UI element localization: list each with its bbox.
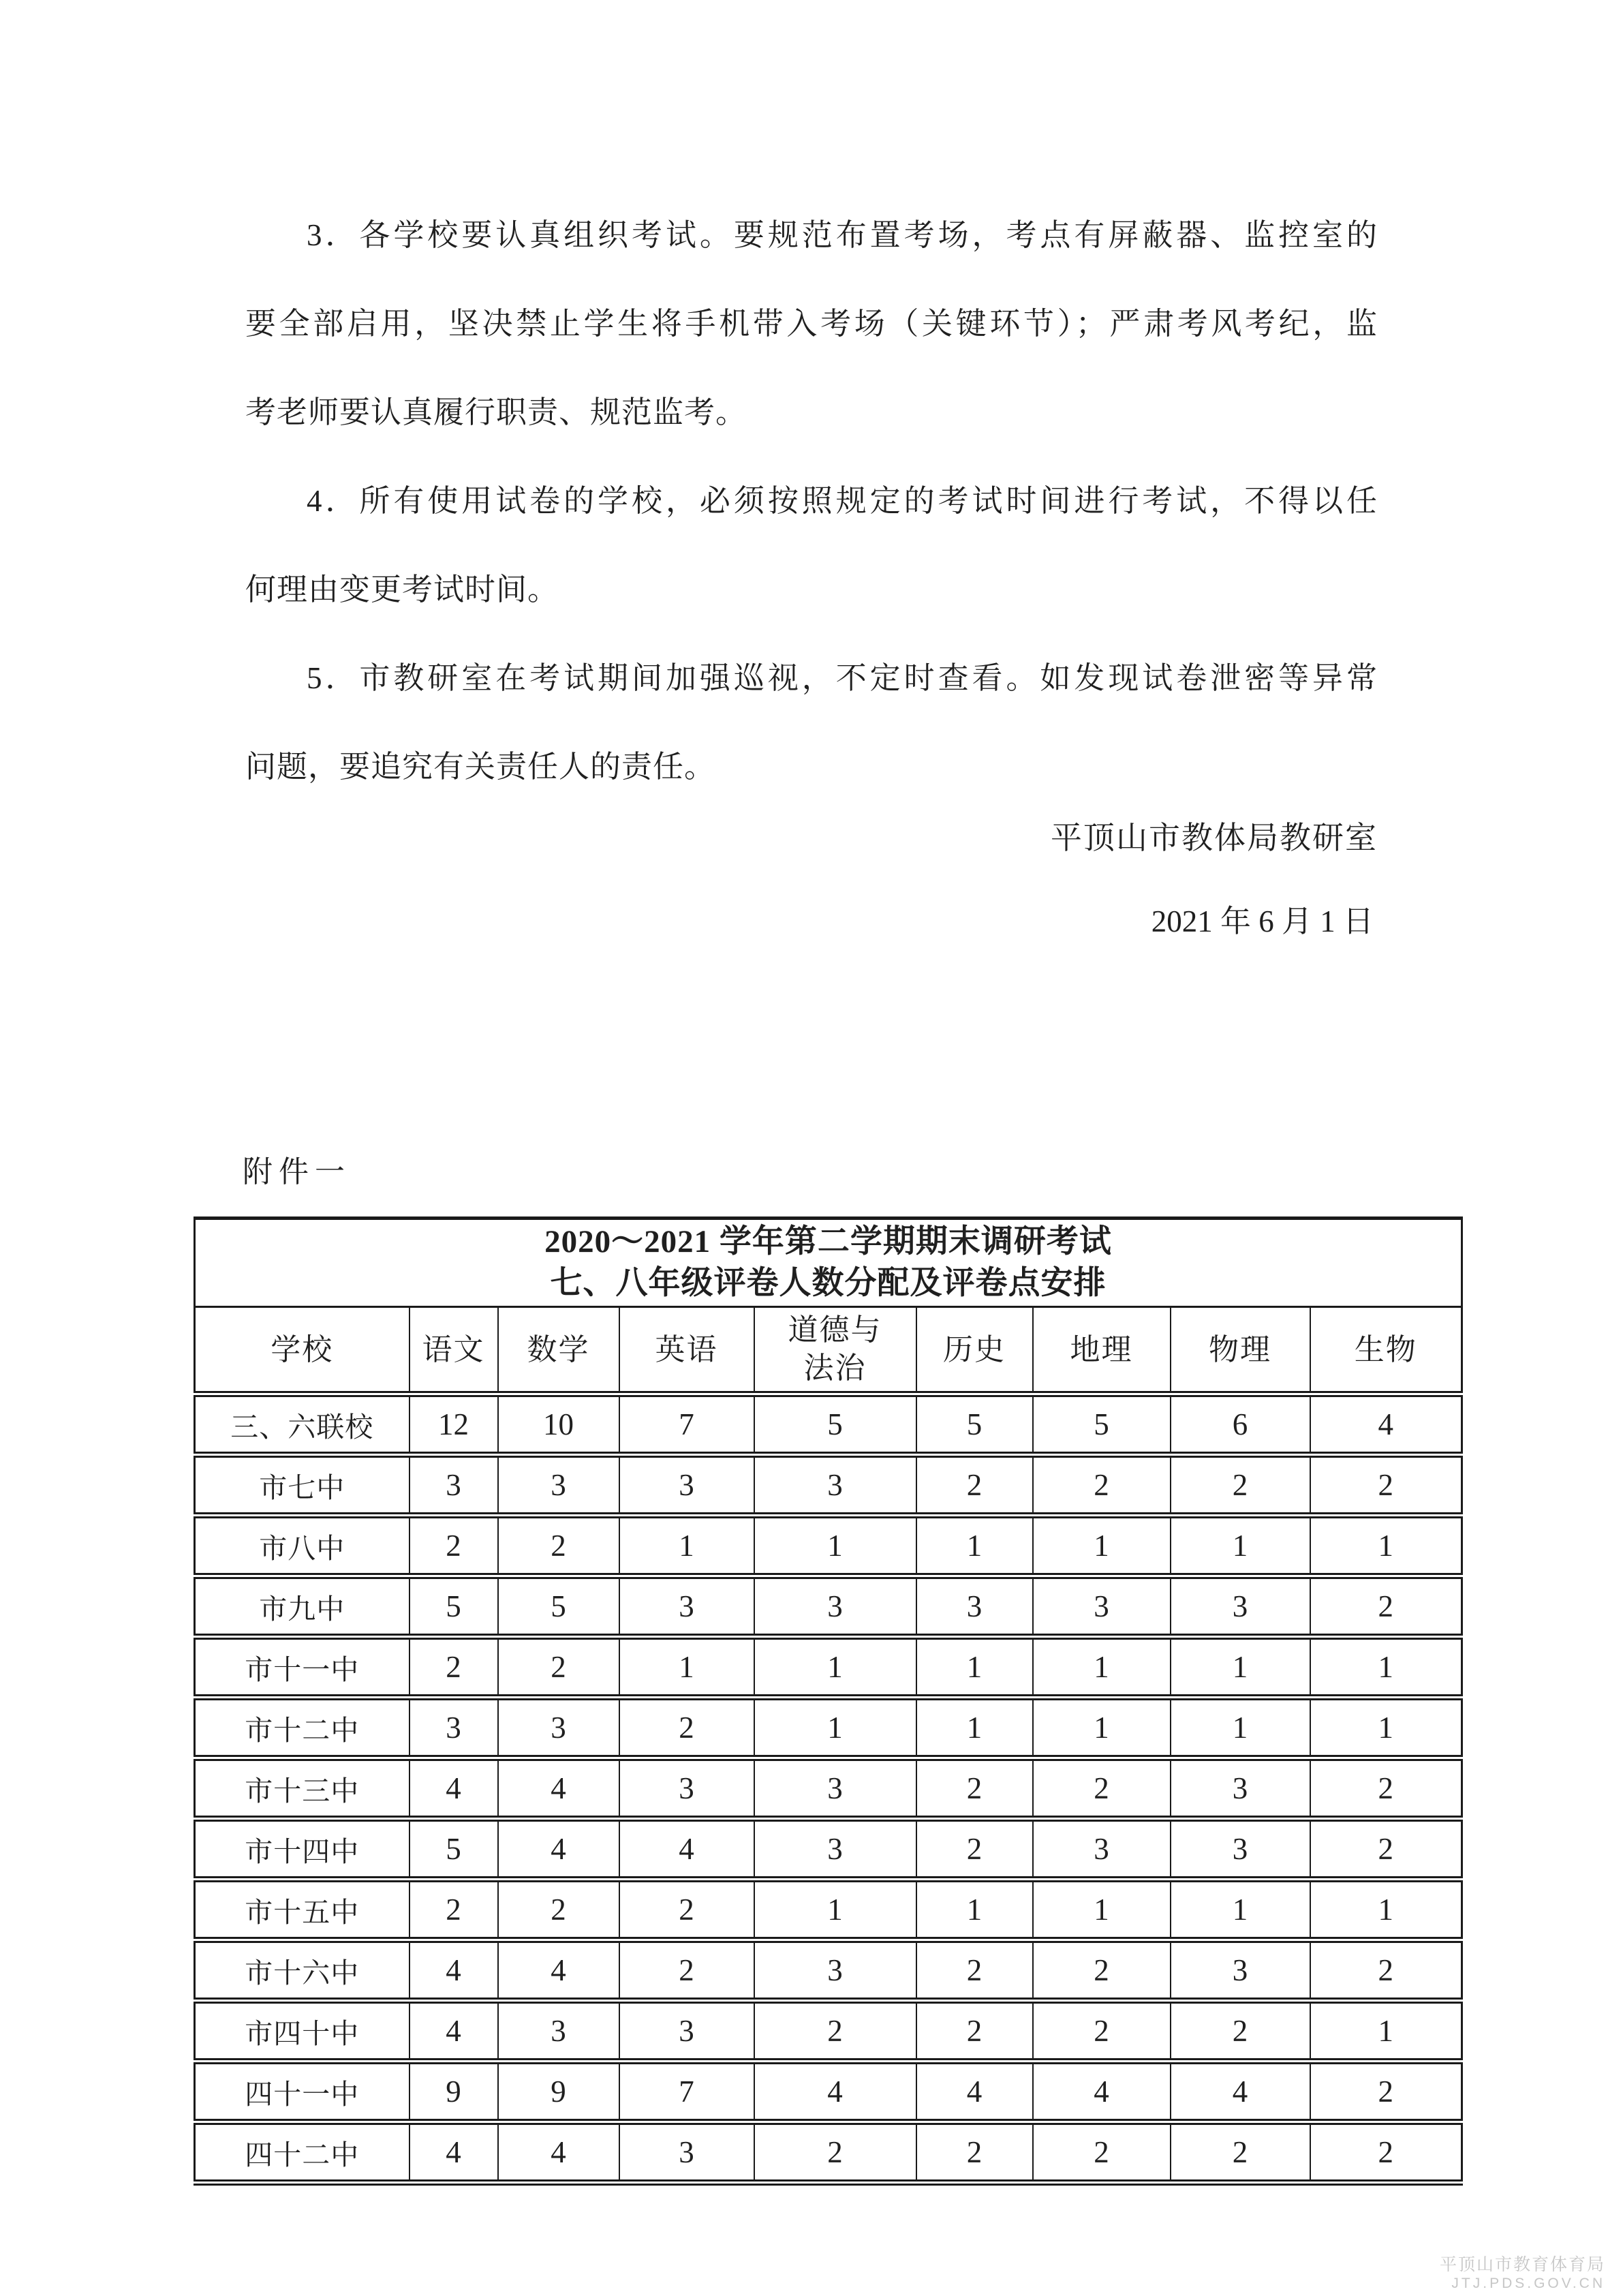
count-cell: 1 <box>1033 1516 1171 1576</box>
count-cell: 7 <box>619 1394 754 1455</box>
count-cell: 7 <box>619 2062 754 2122</box>
count-cell: 4 <box>409 2122 498 2183</box>
school-name-cell: 市四十中 <box>195 2001 409 2062</box>
school-name-cell: 市十三中 <box>195 1758 409 1819</box>
count-cell: 2 <box>1310 1455 1462 1516</box>
count-cell: 1 <box>619 1637 754 1698</box>
count-cell: 10 <box>498 1394 619 1455</box>
count-cell: 4 <box>619 1819 754 1880</box>
table-row <box>195 1516 1462 1576</box>
count-cell: 1 <box>754 1698 916 1758</box>
col-header-geography <box>1033 1307 1171 1394</box>
table-title-line-1: 2020～2021 学年第二学期期末调研考试 <box>544 1224 1112 1259</box>
col-header-label: 英语 <box>655 1332 718 1366</box>
paragraph-4-line-1: 4．所有使用试卷的学校，必须按照规定的考试时间进行考试，不得以任 <box>307 484 1378 518</box>
count-cell: 4 <box>409 1758 498 1819</box>
count-cell: 9 <box>409 2062 498 2122</box>
school-name-cell: 市十五中 <box>195 1880 409 1940</box>
count-cell: 3 <box>1171 1576 1310 1637</box>
count-cell: 3 <box>1171 1819 1310 1880</box>
table-body <box>195 1394 1462 2183</box>
col-header-school <box>195 1307 409 1394</box>
count-cell: 12 <box>409 1394 498 1455</box>
count-cell: 4 <box>1171 2062 1310 2122</box>
paragraph-3-line-2: 要全部启用，坚决禁止学生将手机带入考场（关键环节）；严肃考风考纪，监 <box>245 307 1378 341</box>
table-title-cell <box>195 1219 1462 1307</box>
count-cell: 2 <box>1310 1940 1462 2001</box>
count-cell: 3 <box>754 1758 916 1819</box>
table-row <box>195 1698 1462 1758</box>
count-cell: 3 <box>1033 1576 1171 1637</box>
allocation-table <box>194 1216 1463 2186</box>
document-body <box>245 191 1378 949</box>
count-cell: 1 <box>1033 1698 1171 1758</box>
attachment-label: 附件一 <box>243 1155 351 1189</box>
school-name-cell: 市七中 <box>195 1455 409 1516</box>
count-cell: 3 <box>619 1758 754 1819</box>
table-row <box>195 1880 1462 1940</box>
count-cell: 1 <box>1033 1637 1171 1698</box>
count-cell: 2 <box>1171 2122 1310 2183</box>
count-cell: 1 <box>916 1637 1033 1698</box>
col-header-biology <box>1310 1307 1462 1394</box>
count-cell: 4 <box>498 1758 619 1819</box>
col-header-label: 地理 <box>1070 1332 1133 1366</box>
count-cell: 3 <box>498 1698 619 1758</box>
count-cell: 9 <box>498 2062 619 2122</box>
count-cell: 3 <box>619 2001 754 2062</box>
count-cell: 2 <box>409 1516 498 1576</box>
count-cell: 6 <box>1171 1394 1310 1455</box>
count-cell: 3 <box>1033 1819 1171 1880</box>
count-cell: 1 <box>1033 1880 1171 1940</box>
watermark-url: JTJ.PDS.GOV.CN <box>1451 2275 1605 2291</box>
table-row <box>195 1576 1462 1637</box>
count-cell: 2 <box>916 1455 1033 1516</box>
count-cell: 3 <box>1171 1758 1310 1819</box>
col-header-label: 物理 <box>1209 1332 1271 1366</box>
paragraph-3-line-3: 考老师要认真履行职责、规范监考。 <box>245 395 747 429</box>
count-cell: 1 <box>916 1516 1033 1576</box>
count-cell: 1 <box>1171 1637 1310 1698</box>
count-cell: 2 <box>498 1516 619 1576</box>
paragraph-5-line-1: 5．市教研室在考试期间加强巡视，不定时查看。如发现试卷泄密等异常 <box>307 661 1378 695</box>
count-cell: 2 <box>1033 2001 1171 2062</box>
count-cell: 2 <box>498 1637 619 1698</box>
school-name-cell: 市九中 <box>195 1576 409 1637</box>
count-cell: 5 <box>916 1394 1033 1455</box>
count-cell: 4 <box>498 1819 619 1880</box>
count-cell: 3 <box>619 2122 754 2183</box>
count-cell: 2 <box>916 1819 1033 1880</box>
school-name-cell: 四十一中 <box>195 2062 409 2122</box>
count-cell: 2 <box>1171 2001 1310 2062</box>
count-cell: 2 <box>619 1880 754 1940</box>
count-cell: 2 <box>1310 1758 1462 1819</box>
table-row <box>195 1940 1462 2001</box>
col-header-label: 历史 <box>943 1332 1006 1366</box>
count-cell: 1 <box>1171 1880 1310 1940</box>
school-name-cell: 四十二中 <box>195 2122 409 2183</box>
count-cell: 3 <box>754 1819 916 1880</box>
watermark-org-name: 平顶山市教育体育局 <box>1439 2256 1605 2275</box>
count-cell: 3 <box>619 1455 754 1516</box>
count-cell: 3 <box>409 1455 498 1516</box>
count-cell: 1 <box>1310 1698 1462 1758</box>
count-cell: 1 <box>754 1637 916 1698</box>
count-cell: 4 <box>498 1940 619 2001</box>
signature-date: 2021 年 6 月 1 日 <box>1151 904 1374 938</box>
count-cell: 1 <box>754 1880 916 1940</box>
school-name-cell: 市十四中 <box>195 1819 409 1880</box>
table-row <box>195 1758 1462 1819</box>
count-cell: 2 <box>916 2001 1033 2062</box>
table-row <box>195 1819 1462 1880</box>
count-cell: 3 <box>498 2001 619 2062</box>
col-header-label: 生物 <box>1354 1332 1417 1366</box>
count-cell: 2 <box>1033 1758 1171 1819</box>
col-header-physics <box>1171 1307 1310 1394</box>
count-cell: 2 <box>916 1940 1033 2001</box>
count-cell: 3 <box>498 1455 619 1516</box>
count-cell: 4 <box>409 2001 498 2062</box>
count-cell: 2 <box>619 1940 754 2001</box>
school-name-cell: 市十一中 <box>195 1637 409 1698</box>
school-name-cell: 市十二中 <box>195 1698 409 1758</box>
count-cell: 4 <box>1033 2062 1171 2122</box>
school-name-cell: 三、六联校 <box>195 1394 409 1455</box>
count-cell: 3 <box>754 1455 916 1516</box>
count-cell: 5 <box>754 1394 916 1455</box>
count-cell: 2 <box>916 2122 1033 2183</box>
count-cell: 2 <box>754 2001 916 2062</box>
count-cell: 2 <box>916 1758 1033 1819</box>
count-cell: 2 <box>1310 1819 1462 1880</box>
col-header-chinese <box>409 1307 498 1394</box>
table-row <box>195 2122 1462 2183</box>
school-name-cell: 市八中 <box>195 1516 409 1576</box>
count-cell: 2 <box>498 1880 619 1940</box>
count-cell: 4 <box>916 2062 1033 2122</box>
col-header-label: 数学 <box>527 1332 590 1366</box>
col-header-label: 学校 <box>270 1332 334 1366</box>
count-cell: 1 <box>916 1880 1033 1940</box>
table-title-line-2: 七、八年级评卷人数分配及评卷点安排 <box>550 1266 1107 1301</box>
count-cell: 1 <box>1171 1698 1310 1758</box>
col-header-label: 道德与法治 <box>788 1313 882 1385</box>
count-cell: 5 <box>1033 1394 1171 1455</box>
count-cell: 2 <box>1033 1940 1171 2001</box>
count-cell: 5 <box>409 1819 498 1880</box>
table-row <box>195 1637 1462 1698</box>
col-header-morality <box>754 1307 916 1394</box>
count-cell: 2 <box>1033 1455 1171 1516</box>
count-cell: 1 <box>1310 1516 1462 1576</box>
col-header-history <box>916 1307 1033 1394</box>
count-cell: 3 <box>409 1698 498 1758</box>
count-cell: 2 <box>1171 1455 1310 1516</box>
count-cell: 3 <box>916 1576 1033 1637</box>
table-row <box>195 2062 1462 2122</box>
table-row <box>195 1455 1462 1516</box>
count-cell: 3 <box>1171 1940 1310 2001</box>
count-cell: 2 <box>619 1698 754 1758</box>
count-cell: 1 <box>1310 1637 1462 1698</box>
col-header-math <box>498 1307 619 1394</box>
count-cell: 4 <box>498 2122 619 2183</box>
paragraph-4-line-2: 何理由变更考试时间。 <box>245 572 559 607</box>
col-header-english <box>619 1307 754 1394</box>
count-cell: 1 <box>619 1516 754 1576</box>
signature-org: 平顶山市教体局教研室 <box>1051 821 1378 855</box>
table-header-row <box>195 1307 1462 1394</box>
table-row <box>195 1394 1462 1455</box>
count-cell: 3 <box>754 1940 916 2001</box>
count-cell: 2 <box>1310 2062 1462 2122</box>
col-header-label: 语文 <box>422 1332 485 1366</box>
paragraph-3-line-1: 3．各学校要认真组织考试。要规范布置考场，考点有屏蔽器、监控室的 <box>307 218 1378 252</box>
count-cell: 3 <box>754 1576 916 1637</box>
count-cell: 1 <box>1310 2001 1462 2062</box>
count-cell: 2 <box>1033 2122 1171 2183</box>
paragraph-5-line-2: 问题，要追究有关责任人的责任。 <box>245 750 716 784</box>
count-cell: 5 <box>409 1576 498 1637</box>
count-cell: 1 <box>1171 1516 1310 1576</box>
count-cell: 2 <box>1310 1576 1462 1637</box>
count-cell: 1 <box>1310 1880 1462 1940</box>
count-cell: 2 <box>754 2122 916 2183</box>
table-row <box>195 2001 1462 2062</box>
count-cell: 1 <box>754 1516 916 1576</box>
count-cell: 1 <box>916 1698 1033 1758</box>
count-cell: 4 <box>754 2062 916 2122</box>
watermark <box>1440 2256 1605 2292</box>
count-cell: 2 <box>409 1880 498 1940</box>
count-cell: 3 <box>619 1576 754 1637</box>
count-cell: 2 <box>1310 2122 1462 2183</box>
count-cell: 5 <box>498 1576 619 1637</box>
school-name-cell: 市十六中 <box>195 1940 409 2001</box>
count-cell: 4 <box>409 1940 498 2001</box>
count-cell: 4 <box>1310 1394 1462 1455</box>
table-title-row <box>195 1219 1462 1307</box>
count-cell: 2 <box>409 1637 498 1698</box>
